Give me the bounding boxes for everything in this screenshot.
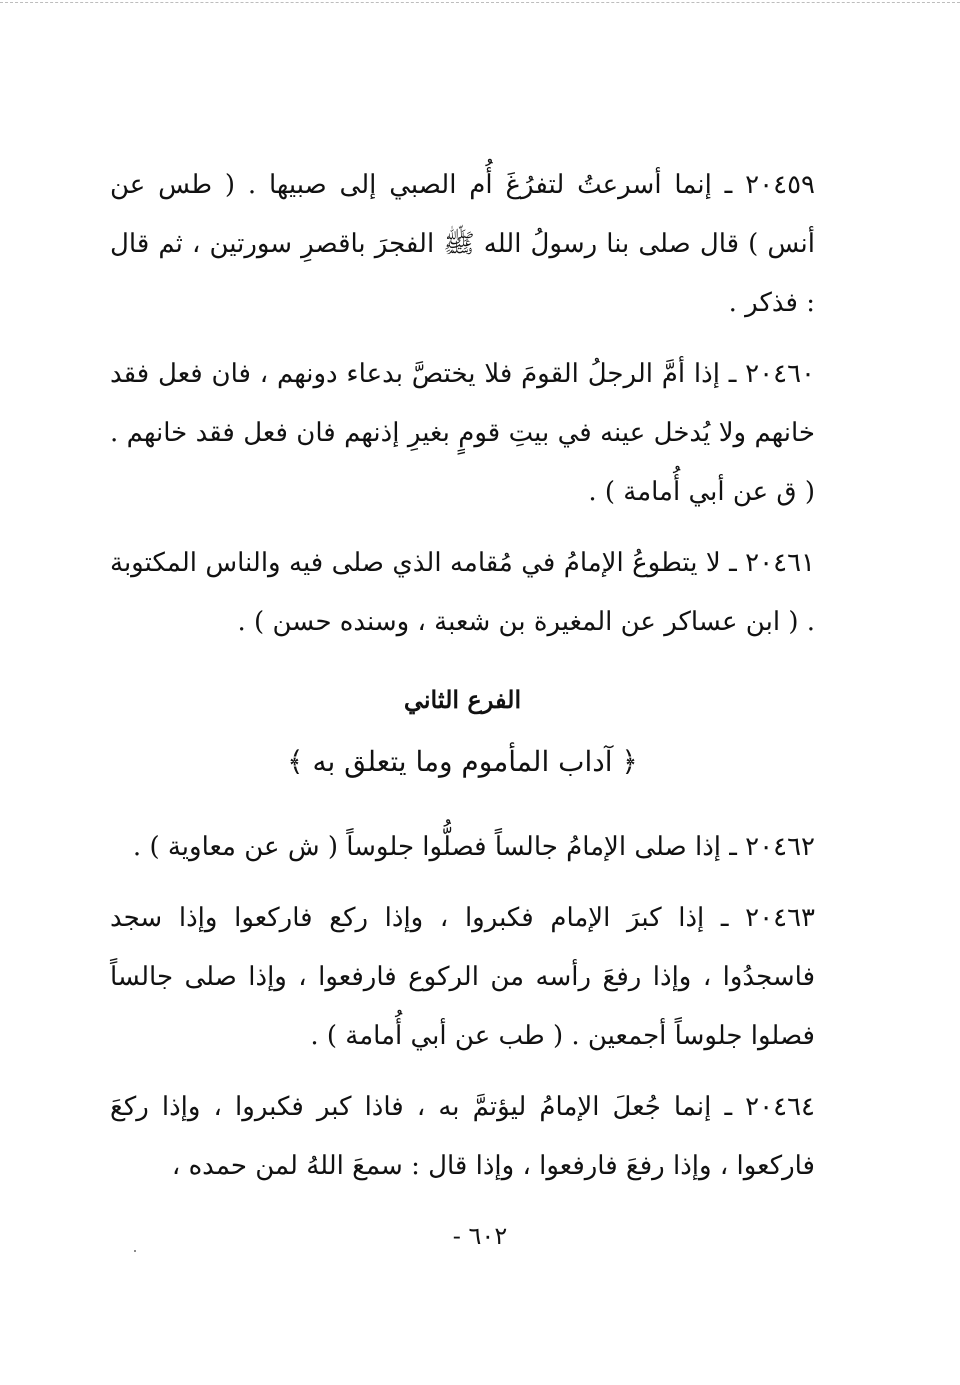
- hadith-20460: ٢٠٤٦٠ ـ إذا أمَّ الرجلُ القومَ فلا يختصَّ بدعاء دونهم ، فان فعل فقد خانهم ولا يُدخل عينه في بيتِ قومٍ بغيرِ إذنهم فان فعل فقد خانهم . ( ق عن أبي أُمامة ) .: [110, 359, 816, 507]
- scan-speck: [134, 1250, 136, 1252]
- scan-edge-line: [0, 2, 960, 3]
- hadith-20461: ٢٠٤٦١ ـ لا يتطوعُ الإمامُ في مُقامه الذي صلى فيه والناس المكتوبة . ( ابن عساكر عن المغيرة بن شعبة ، وسنده حسن ) .: [110, 548, 815, 637]
- hadith-20463: ٢٠٤٦٣ ـ إذا كبرَ الإمام فكبروا ، وإذا ركع فاركعوا وإذا سجد فاسجدُوا ، وإذا رفعَ رأسه من الركوع فارفعوا ، وإذا صلى جالساً فصلوا جلوساً أجمعين . ( طب عن أبي أُمامة ) .: [110, 903, 815, 1051]
- hadith-20464: ٢٠٤٦٤ ـ إنما جُعلَ الإمامُ ليؤتمَّ به ، فاذا كبر فكبروا ، وإذا ركعَ فاركعوا ، وإذا رفعَ فارفعوا ، وإذا قال : سمعَ اللهُ لمن حمده ،: [110, 1092, 815, 1181]
- section-title: ﴿ آداب المأموم وما يتعلق به ﴾: [287, 745, 638, 778]
- page-number: ٦٠٢ -: [452, 1222, 508, 1250]
- hadith-20459: ٢٠٤٥٩ ـ إنما أسرعتُ لتفرُغَ أُم الصبي إلى صبيها . ( طس عن أنس ) قال صلى بنا رسولُ الله ﷺ الفجرَ باقصرِ سورتين ، ثم قال : فذكر .: [110, 170, 816, 318]
- hadith-group-1: [110, 156, 815, 652]
- hadith-group-2: [110, 818, 815, 1196]
- section-subtitle: الفرع الثاني: [403, 685, 522, 714]
- hadith-20462: ٢٠٤٦٢ ـ إذا صلى الإمامُ جالساً فصلُّوا جلوساً ( ش عن معاوية ) .: [132, 832, 815, 862]
